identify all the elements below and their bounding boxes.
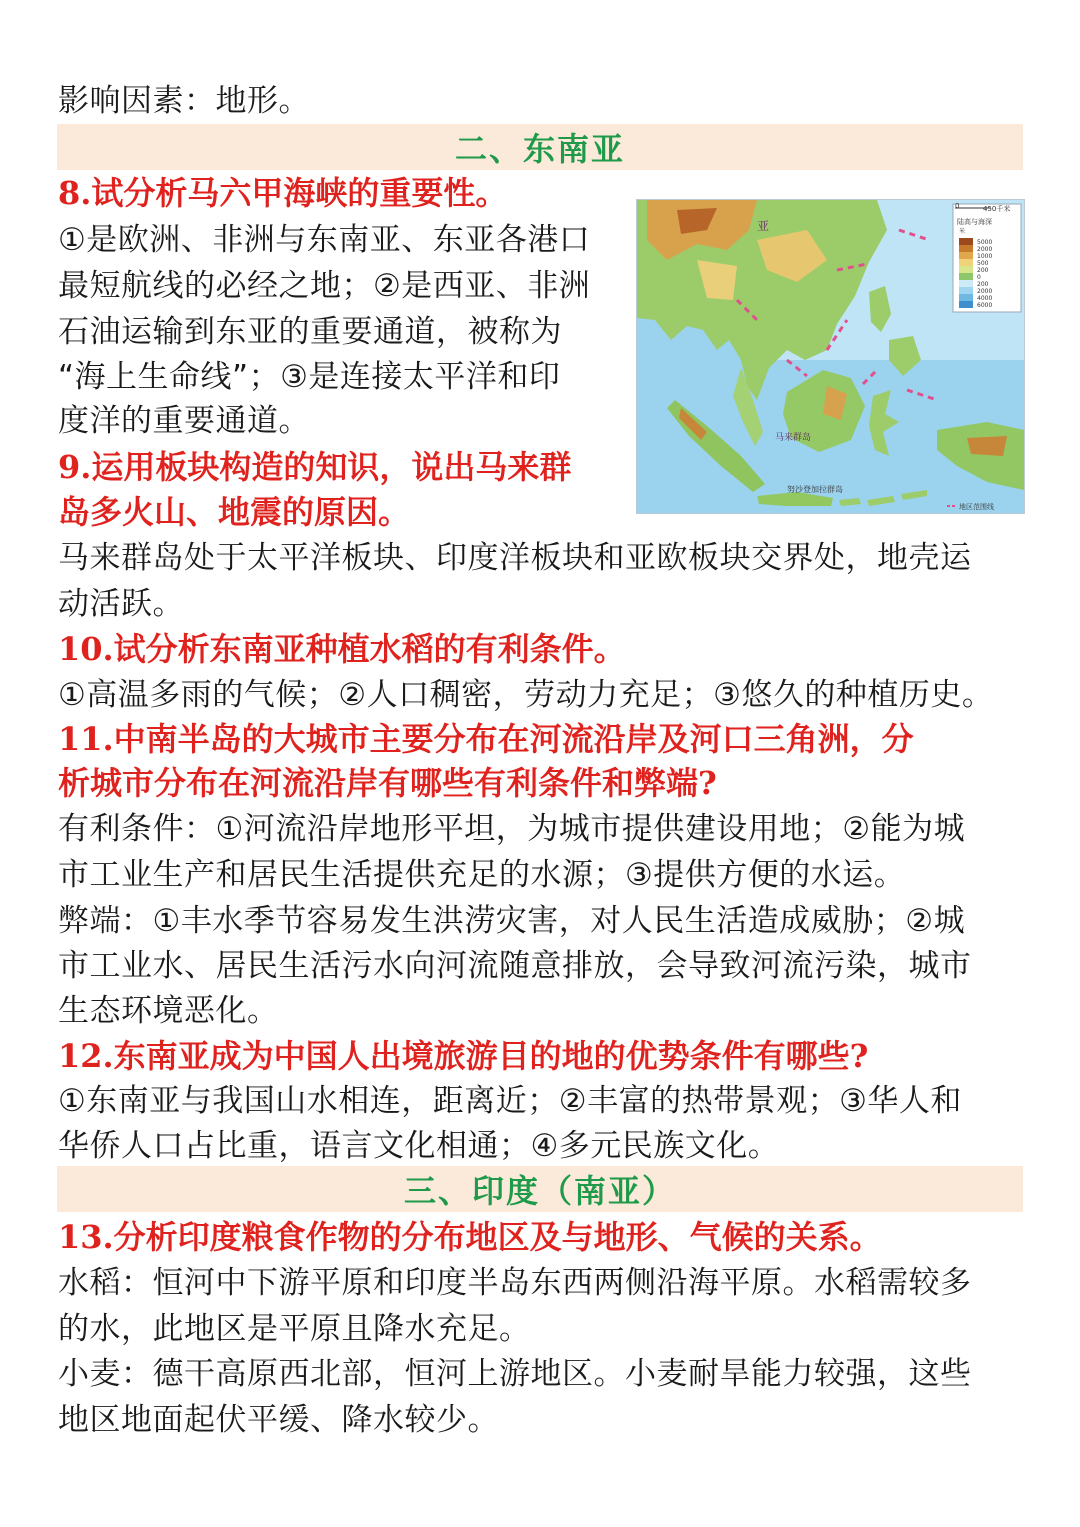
answer-11-disadvantages-line: 弊端：①丰水季节容易发生洪涝灾害，对人民生活造成威胁；②城: [58, 903, 966, 939]
map-footnote: 地区范围线: [959, 503, 994, 511]
section-header-india: [57, 1166, 1023, 1212]
map-legend-swatch: [959, 280, 973, 287]
answer-8-line: ①是欧洲、非洲与东南亚、东亚各港口: [58, 222, 591, 258]
map-legend-value: 200: [977, 267, 989, 274]
question-11-line: 11.中南半岛的大城市主要分布在河流沿岸及河口三角洲，分: [58, 720, 914, 758]
top-line: 影响因素：地形。: [58, 83, 310, 119]
map-legend-unit: 米: [959, 228, 966, 235]
map-legend-value: 2000: [977, 288, 993, 295]
map-scale-zero: 0: [955, 202, 960, 210]
question-9-line: 岛多火山、地震的原因。: [58, 493, 411, 531]
answer-8-line: 石油运输到东亚的重要通道，被称为: [58, 314, 562, 350]
map-legend-swatch: [959, 273, 973, 280]
answer-9-line: 动活跃。: [58, 586, 184, 622]
question-8: 8.试分析马六甲海峡的重要性。: [58, 174, 508, 212]
answer-10: ①高温多雨的气候；②人口稠密，劳动力充足；③悠久的种植历史。: [58, 677, 994, 713]
question-13: 13.分析印度粮食作物的分布地区及与地形、气候的关系。: [58, 1218, 882, 1256]
answer-12-line: ①东南亚与我国山水相连，距离近；②丰富的热带景观；③华人和: [58, 1083, 962, 1119]
section-header-southeast-asia: [57, 124, 1023, 170]
map-legend-title: 陆高与海深: [957, 218, 992, 226]
answer-13-wheat-line: 小麦：德干高原西北部，恒河上游地区。小麦耐旱能力较强，这些: [58, 1356, 972, 1392]
answer-13-wheat-line: 地区地面起伏平缓、降水较少。: [58, 1402, 499, 1438]
map-label-nusa: 努沙登加拉群岛: [787, 485, 843, 494]
map-legend-value: 4000: [977, 295, 993, 302]
map-legend-swatch: [959, 301, 973, 308]
map-scale: 450千米: [983, 205, 1011, 213]
map-legend-value: 1000: [977, 253, 993, 260]
map-legend-value: 0: [977, 274, 981, 281]
question-10: 10.试分析东南亚种植水稻的有利条件。: [58, 630, 626, 668]
answer-8-line: 度洋的重要通道。: [58, 403, 310, 439]
section-title: 二、东南亚: [454, 130, 625, 168]
map-legend-swatch: [959, 259, 973, 266]
answer-13-rice-line: 的水，此地区是平原且降水充足。: [58, 1311, 531, 1347]
map-legend-swatch: [959, 287, 973, 294]
answer-11-advantages-line: 市工业生产和居民生活提供充足的水源；③提供方便的水运。: [58, 857, 906, 893]
question-11-line: 析城市分布在河流沿岸有哪些有利条件和弊端?: [58, 764, 717, 802]
map-legend-value: 200: [977, 281, 989, 288]
section-title: 三、印度（南亚）: [403, 1172, 676, 1210]
question-12: 12.东南亚成为中国人出境旅游目的地的优势条件有哪些?: [58, 1037, 869, 1075]
answer-9-line: 马来群岛处于太平洋板块、印度洋板块和亚欧板块交界处，地壳运: [58, 540, 972, 576]
map-legend-swatch: [959, 294, 973, 301]
map-label-asia: 亚: [757, 219, 770, 233]
answer-11-disadvantages-line: 生态环境恶化。: [58, 993, 279, 1029]
answer-8-line: 最短航线的必经之地；②是西亚、非洲: [58, 268, 591, 304]
map-legend-value: 2000: [977, 246, 993, 253]
answer-8-line: “海上生命线”；③是连接太平洋和印: [58, 359, 561, 395]
map-legend-swatch: [959, 245, 973, 252]
answer-13-rice-line: 水稻：恒河中下游平原和印度半岛东西两侧沿海平原。水稻需较多: [58, 1265, 972, 1301]
map-graphic: [637, 200, 1024, 513]
answer-11-disadvantages-line: 市工业水、居民生活污水向河流随意排放，会导致河流污染，城市: [58, 948, 972, 984]
map-legend-value: 5000: [977, 239, 993, 246]
question-9-line: 9.运用板块构造的知识，说出马来群: [58, 448, 572, 486]
map-legend-swatch: [959, 266, 973, 273]
map-legend-swatch: [959, 238, 973, 245]
answer-12-line: 华侨人口占比重，语言文化相通；④多元民族文化。: [58, 1128, 780, 1164]
answer-11-advantages-line: 有利条件：①河流沿岸地形平坦，为城市提供建设用地；②能为城: [58, 811, 966, 847]
southeast-asia-map: [636, 199, 1025, 514]
map-label-malay: 马来群岛: [775, 433, 812, 443]
map-legend-value: 500: [977, 260, 989, 267]
map-legend-swatch: [959, 252, 973, 259]
map-legend-value: 6000: [977, 302, 993, 309]
